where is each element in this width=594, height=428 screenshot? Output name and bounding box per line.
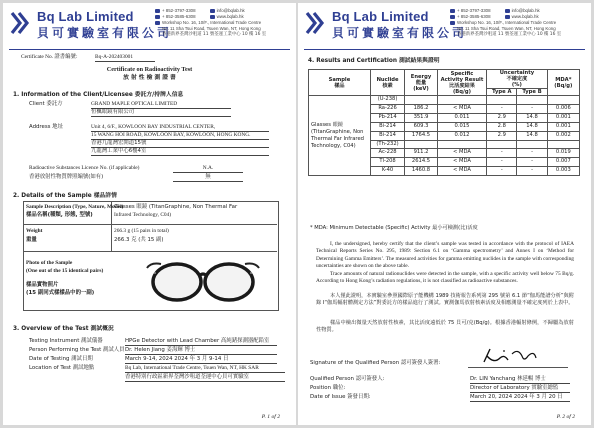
cell-energy: 186.2 [405, 104, 437, 113]
cell-mda: 0.001 [547, 113, 579, 122]
website[interactable]: www.bqlab.hk [216, 14, 244, 19]
cell-b: - [517, 149, 547, 158]
letterhead [298, 3, 591, 50]
section-4-title: 4. Results and Certification 測試結果與證明 [308, 58, 440, 64]
section-1-title: 1. Information of the Client/Licensee 委託方/持牌人信息 [13, 92, 184, 98]
position-label: Position 職位: [310, 385, 346, 391]
cell-sar: < MDA [437, 149, 486, 158]
cell-mda: 0.007 [547, 158, 579, 167]
certification-paragraph-en-2: Trace amounts of natural radionuclides were detected in the sample, with a specific activity well below 75 Bq/g. According to Hong Kong’s radiation regulations, it is not classified as radioactive substances. [316, 271, 574, 285]
cell-sar: 0.015 [437, 122, 486, 131]
cell-b: - [517, 158, 547, 167]
client-address-line3: 香港九龍灣宏開道15號 [91, 140, 269, 148]
col-type-b-header: Type B [517, 89, 547, 96]
cell-sar: < MDA [437, 104, 486, 113]
certificate-page-2 [298, 3, 591, 425]
cell-mda: 0.019 [547, 149, 579, 158]
person-label: Person Performing the Test 測試人員 [29, 347, 125, 353]
signature-label: Signature of the Qualified Person 認可簽發人簽署: [310, 360, 441, 366]
sample-cell: Glasses 眼鏡 (TitanGraphine, Non Thermal Far Infrared Technology, C04) [309, 96, 371, 176]
phone-number: + 852-3797-3308 [162, 8, 196, 13]
photo-label-1: Photo of the Sample [26, 260, 73, 266]
cert-title-en: Certificate on Radioactivity Test [106, 66, 193, 73]
cell-nuclide: Ac-228 [370, 149, 404, 158]
cert-no-label: Certificate No. 證書編號: [21, 54, 78, 60]
phone-icon [155, 9, 160, 13]
fax-icon [450, 15, 455, 19]
letterhead [3, 3, 296, 50]
location-pin-icon [450, 21, 455, 25]
cell-a: - [487, 167, 517, 176]
col-energy-header: Energy 能量 (keV) [405, 70, 437, 96]
date-value: March 9-14, 2024 2024 年 3 月 9-14 日 [125, 356, 277, 364]
address-en-line1: Workshop No. 16, 10/F., International Trade Centre [457, 20, 557, 25]
cell-a [487, 96, 517, 105]
cell-a: 2.9 [487, 131, 517, 140]
col-uncertainty-header: Uncertainty 不確定度 (%) [487, 70, 547, 89]
instrument-label: Testing Instrument 測試儀器 [29, 338, 103, 344]
cell-a: 2.8 [487, 122, 517, 131]
location-value-2: 香港特別行政區新界荃灣沙咀道荃運中心貝可實驗室 [125, 374, 285, 382]
licence-label-en: Radioactive Substances Licence No. (if applicable) [29, 165, 140, 171]
bq-lab-logo-icon [9, 11, 35, 35]
address-en-line2: No. 11 Sha Tsui Road, Tsuen Wan, NT, Hong Kong [162, 26, 261, 31]
col-sar-header: Specific Activity Result 比活度結果 (Bq/g) [437, 70, 486, 96]
cell-energy [405, 96, 437, 105]
results-table [308, 69, 580, 176]
client-address-line1: Unit 4, 6/F., KOWLOON BAY INDUSTRIAL CENTER, [91, 124, 269, 132]
cell-mda: 0.002 [547, 131, 579, 140]
signature [478, 346, 558, 368]
mda-footnote: * MDA: Minimum Detectable (Specific) Activity 最小可檢測(比)活度 [310, 225, 478, 231]
cell-sar: 0.012 [437, 131, 486, 140]
cell-energy: 911.2 [405, 149, 437, 158]
contact-block [155, 8, 266, 38]
col-type-a-header: Type A [487, 89, 517, 96]
qualified-person-value: Dr. LIN Yanchang 林延暢 博士 [470, 376, 570, 384]
cell-nuclide: (Th-232) [370, 140, 404, 149]
email-icon [505, 9, 510, 13]
cell-nuclide: Pb-214 [370, 113, 404, 122]
qualified-person-label: Qualified Person 認可簽發人: [310, 376, 385, 382]
header-rule [304, 49, 585, 50]
email-address[interactable]: info@bqlab.hk [511, 8, 540, 13]
sample-desc-label-zh: 樣品名稱(種類, 形態, 型號) [26, 212, 93, 218]
issue-date-label: Date of Issue 簽發日期: [310, 394, 371, 400]
cell-mda: 0.006 [547, 104, 579, 113]
cell-b: 14.8 [517, 113, 547, 122]
bq-lab-logo-icon [304, 11, 330, 35]
location-label: Location of Test 測試地點 [29, 365, 95, 371]
photo-label-2: (One out of the 15 identical pairs) [26, 268, 104, 274]
company-name-zh: 貝可實驗室有限公司 [37, 26, 173, 40]
sample-desc-value-1: Glasses 眼鏡 (TitanGraphine, Non Thermal Far [114, 204, 238, 210]
cell-energy: 2614.5 [405, 158, 437, 167]
cell-mda: 0.003 [547, 167, 579, 176]
col-mda-header: MDA* (Bq/g) [547, 70, 579, 96]
contact-block [450, 8, 561, 38]
photo-label-3: 樣品實物照片 [26, 282, 59, 288]
signature-line [468, 367, 568, 368]
page-number: P. 2 of 2 [556, 414, 575, 420]
cell-nuclide: Ra-226 [370, 104, 404, 113]
address-en-line1: Workshop No. 16, 10/F., International Trade Centre [162, 20, 262, 25]
location-value-1: Bq Lab, International Trade Centre, Tsuen Wan, NT, HK SAR [125, 365, 285, 373]
col-sample-header: Sample 樣品 [309, 70, 371, 96]
cell-a: 2.9 [487, 113, 517, 122]
email-address[interactable]: info@bqlab.hk [216, 8, 245, 13]
cell-mda: 0.001 [547, 122, 579, 131]
cell-energy: 1764.5 [405, 131, 437, 140]
photo-label-4: (15 副同式樣樣品中的一副) [26, 290, 95, 296]
weight-label-en: Weight [26, 228, 43, 234]
cell-energy: 609.3 [405, 122, 437, 131]
cell-a: - [487, 104, 517, 113]
cell-a [487, 140, 517, 149]
instrument-value: HPGe Detector with Lead Chamber 高純鍺探測器配鉛室 [125, 338, 277, 346]
phone-number: + 852-3797-3308 [457, 8, 491, 13]
sample-desc-label-en: Sample Description (Type, Nature, Model) [26, 204, 124, 210]
cell-b: - [517, 104, 547, 113]
cell-b: 14.8 [517, 122, 547, 131]
globe-icon [505, 15, 510, 19]
email-icon [210, 9, 215, 13]
issue-date-value: March 20, 2024 2024 年 3 月 20 日 [470, 394, 570, 402]
cell-b [517, 140, 547, 149]
address-zh: 香港新界荃灣沙咀道 11 號荃運工業中心 10 樓 16 室 [162, 32, 267, 37]
phone-icon [450, 9, 455, 13]
cell-nuclide: K-40 [370, 167, 404, 176]
cell-energy: 351.9 [405, 113, 437, 122]
location-pin-icon [155, 21, 160, 25]
sample-desc-value-2: Infrared Technology, C04) [114, 212, 172, 218]
company-name-en: Bq Lab Limited [332, 9, 429, 24]
fax-icon [155, 15, 160, 19]
glasses-photo [143, 258, 263, 304]
fax-number: + 852-3585-6308 [162, 14, 196, 19]
table-row [309, 96, 580, 105]
cell-b [517, 96, 547, 105]
certification-paragraph-zh-2: 樣品中檢出微量天然放射性核素，其比活度遠低於 75 貝可/克(Bq/g)。根據香港輻射條例，不歸屬為放射性物質。 [316, 320, 574, 334]
address-label: Address 地址 [29, 124, 63, 130]
company-name-en: Bq Lab Limited [37, 9, 134, 24]
cell-nuclide: Bi-214 [370, 122, 404, 131]
date-label: Date of Testing 測試日期 [29, 356, 93, 362]
cell-nuclide: Bi-214 [370, 131, 404, 140]
page-number: P. 1 of 2 [261, 414, 280, 420]
weight-value-en: 266.3 g (15 pairs in total) [114, 228, 169, 234]
col-nuclide-header: Nuclide 核素 [370, 70, 404, 96]
cell-sar: < MDA [437, 158, 486, 167]
weight-value-zh: 266.3 克 (共 15 副) [114, 237, 164, 243]
globe-icon [210, 15, 215, 19]
licence-value-zh: 無 [173, 174, 243, 182]
cell-energy [405, 140, 437, 149]
weight-label-zh: 重量 [26, 237, 37, 243]
client-name-en: GRAND MAPLE OPTICAL LIMITED [91, 101, 231, 109]
cell-sar [437, 96, 486, 105]
cell-mda [547, 140, 579, 149]
cell-energy: 1460.8 [405, 167, 437, 176]
client-label: Client 委託方 [29, 101, 63, 107]
cert-title-zh: 放 射 性 檢 測 證 書 [123, 75, 176, 81]
section-2-title: 2. Details of the Sample 樣品詳情 [13, 193, 117, 199]
header-rule [9, 49, 290, 50]
position-value: Director of Laboratory 實驗室總監 [470, 385, 570, 393]
cell-sar [437, 140, 486, 149]
person-value: Dr. Helen Jiang 姜海輝 博士 [125, 347, 277, 355]
client-name-zh: 恒楓眼鏡有限公司 [91, 109, 231, 117]
address-en-line2: No. 11 Sha Tsui Road, Tsuen Wan, NT, Hong Kong [457, 26, 556, 31]
cell-mda [547, 96, 579, 105]
licence-label-zh: 香港放射性物質牌照編號(如有) [29, 174, 104, 180]
cell-nuclide: (U-238) [370, 96, 404, 105]
cell-b: - [517, 167, 547, 176]
address-zh: 香港新界荃灣沙咀道 11 號荃運工業中心 10 樓 16 室 [457, 32, 562, 37]
client-address-line2: 15 WANG HOI ROAD, KOWLOON BAY, KOWLOON, HONG KONG. [91, 132, 269, 140]
certification-paragraph-zh-1: 本人僅此證明，本實驗室參照國際原子能機構 1989 技術報告系列第 295 號第 6.1 節“伽馬能譜分析”與附錄 I“伽馬輻射體測定方法”對委託方的樣品進行了測試。實測伽馬放射核素活度及相應測量不確定度列於上表中。 [316, 293, 574, 307]
cell-a: - [487, 158, 517, 167]
company-name-zh: 貝可實驗室有限公司 [332, 26, 468, 40]
cell-sar: 0.011 [437, 113, 486, 122]
cell-nuclide: Tl-208 [370, 158, 404, 167]
cert-no-value: Bq-A-202403001 [95, 54, 155, 62]
certification-paragraph-en-1: I, the undersigned, hereby certify that the client’s sample was tested in accordance with the protocol of IAEA Technical Reports Series No. 295, 1989: Section 6.1 on ‘Gamma spectrometry’ and Annex I on ‘Method for Determining Gamma Emitters’. The measured activities for gamma emitting nuclides in the sample with corresponding uncertainties are shown on the above table. [316, 241, 574, 270]
cell-a: - [487, 149, 517, 158]
certificate-page-1 [3, 3, 296, 425]
section-3-title: 3. Overview of the Test 測試概況 [13, 326, 114, 332]
website[interactable]: www.bqlab.hk [511, 14, 539, 19]
fax-number: + 852-3585-6308 [457, 14, 491, 19]
client-address-line4: 九龍灣工業中心6樓4室 [91, 148, 269, 156]
licence-value-en: N.A. [173, 165, 243, 173]
cell-sar: < MDA [437, 167, 486, 176]
cell-b: 14.8 [517, 131, 547, 140]
